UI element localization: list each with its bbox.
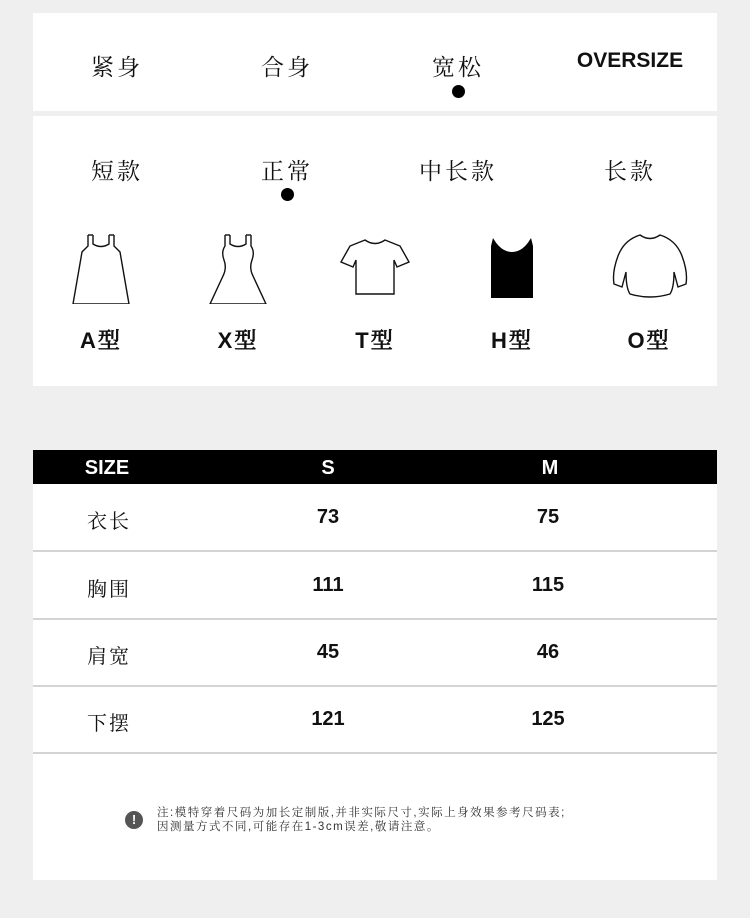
cell-m: 115 (531, 574, 565, 596)
row-label: 肩宽 (87, 646, 131, 668)
table-row-chest (33, 552, 717, 620)
note-line-1: 注:模特穿着尺码为加长定制版,并非实际尺寸,实际上身效果参考尺码表; (157, 807, 566, 819)
note-line-2: 因测量方式不同,可能存在1-3cm误差,敬请注意。 (157, 821, 440, 833)
cell-s: 111 (312, 574, 344, 596)
fit-option-tight: 紧身 (91, 54, 143, 80)
length-selected-indicator (281, 188, 294, 201)
t-shirt-icon (340, 232, 410, 304)
note-text (157, 806, 677, 834)
size-table (33, 450, 717, 880)
silhouette-label-o: O型 (627, 328, 671, 353)
fit-option-oversize: OVERSIZE (576, 49, 684, 72)
table-row-length (33, 484, 717, 552)
length-option-normal: 正常 (261, 158, 313, 184)
size-m-column-header: M (541, 457, 559, 479)
size-s-column-header: S (321, 457, 335, 479)
o-line-sweater-icon (612, 232, 688, 304)
length-option-mid-long: 中长款 (419, 158, 497, 184)
row-label: 胸围 (87, 579, 131, 601)
size-column-header: SIZE (84, 457, 130, 479)
silhouette-label-a: A型 (80, 328, 122, 353)
silhouette-label-h: H型 (491, 328, 533, 353)
cell-m: 125 (531, 708, 565, 730)
exclamation-icon: ! (125, 811, 143, 829)
length-panel (33, 116, 717, 386)
a-line-dress-icon (66, 232, 136, 304)
row-label: 下摆 (87, 713, 131, 735)
h-line-tank-icon (477, 232, 547, 304)
cell-s: 45 (316, 641, 340, 663)
x-line-dress-icon (203, 232, 273, 304)
row-label: 衣长 (87, 511, 131, 533)
cell-m: 46 (536, 641, 560, 663)
size-table-header (33, 450, 717, 484)
length-option-long: 长款 (604, 158, 656, 184)
cell-m: 75 (536, 506, 560, 528)
silhouette-label-t: T型 (355, 328, 395, 353)
table-row-hem (33, 686, 717, 754)
table-row-shoulder (33, 619, 717, 687)
cell-s: 73 (316, 506, 340, 528)
fit-panel (33, 13, 717, 111)
cell-s: 121 (311, 708, 345, 730)
length-option-short: 短款 (91, 158, 143, 184)
fit-option-regular: 合身 (261, 54, 313, 80)
silhouette-label-x: X型 (217, 328, 259, 353)
fit-selected-indicator (452, 85, 465, 98)
fit-option-loose: 宽松 (432, 54, 484, 80)
